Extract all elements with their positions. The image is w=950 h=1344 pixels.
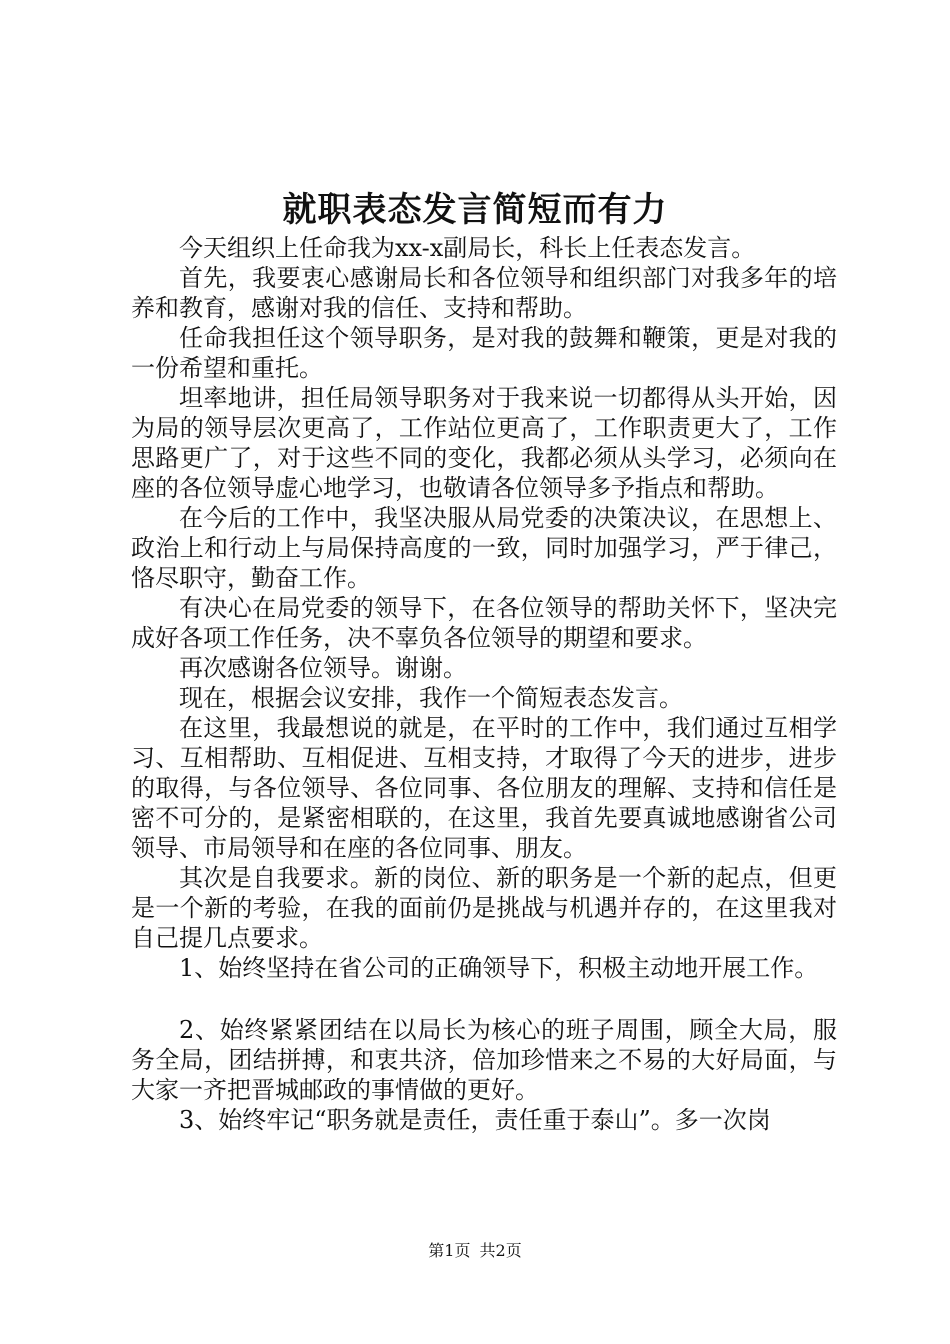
list-item-1: 1、始终坚持在省公司的正确领导下，积极主动地开展工作。 (179, 954, 819, 982)
paragraph-2: 首先，我要衷心感谢局长和各位领导和组织部门对我多年的培养和教育，感谢对我的信任、支持和帮助。 (131, 264, 837, 322)
list-item-3: 3、始终牢记“职务就是责任，责任重于泰山”。多一次岗 (179, 1106, 771, 1134)
page-number: 第1页 (428, 1241, 471, 1260)
paragraph-7: 再次感谢各位领导。谢谢。 (179, 654, 467, 682)
paragraph-3: 任命我担任这个领导职务，是对我的鼓舞和鞭策，更是对我的一份希望和重托。 (131, 324, 837, 382)
paragraph-5: 在今后的工作中，我坚决服从局党委的决策决议，在思想上、政治上和行动上与局保持高度的一致，同时加强学习，严于律己，恪尽职守，勤奋工作。 (131, 504, 837, 592)
paragraph-6: 有决心在局党委的领导下，在各位领导的帮助关怀下，坚决完成好各项工作任务，决不辜负各位领导的期望和要求。 (131, 594, 837, 652)
list-item-2: 2、始终紧紧团结在以局长为核心的班子周围，顾全大局，服务全局，团结拼搏，和衷共济，倍加珍惜来之不易的大好局面，与大家一齐把晋城邮政的事情做的更好。 (131, 1016, 837, 1104)
paragraph-10: 其次是自我要求。新的岗位、新的职务是一个新的起点，但更是一个新的考验，在我的面前仍是挑战与机遇并存的，在这里我对自己提几点要求。 (131, 864, 837, 952)
page-total: 共2页 (479, 1241, 522, 1260)
page-footer (0, 1240, 950, 1262)
paragraph-8: 现在，根据会议安排，我作一个简短表态发言。 (179, 684, 683, 712)
paragraph-1: 今天组织上任命我为xx-x副局长，科长上任表态发言。 (179, 234, 756, 262)
blank-line (131, 983, 837, 1015)
document-body (131, 233, 837, 1135)
paragraph-4: 坦率地讲，担任局领导职务对于我来说一切都得从头开始，因为局的领导层次更高了，工作站位更高了，工作职责更大了，工作思路更广了，对于这些不同的变化，我都必须从头学习，必须向在座的各位领导虚心地学习，也敬请各位领导多予指点和帮助。 (131, 384, 837, 502)
document-title: 就职表态发言简短而有力 (282, 190, 668, 230)
paragraph-9: 在这里，我最想说的就是，在平时的工作中，我们通过互相学习、互相帮助、互相促进、互相支持，才取得了今天的进步，进步的取得，与各位领导、各位同事、各位朋友的理解、支持和信任是密不可分的，是紧密相联的，在这里，我首先要真诚地感谢省公司领导、市局领导和在座的各位同事、朋友。 (131, 714, 837, 862)
